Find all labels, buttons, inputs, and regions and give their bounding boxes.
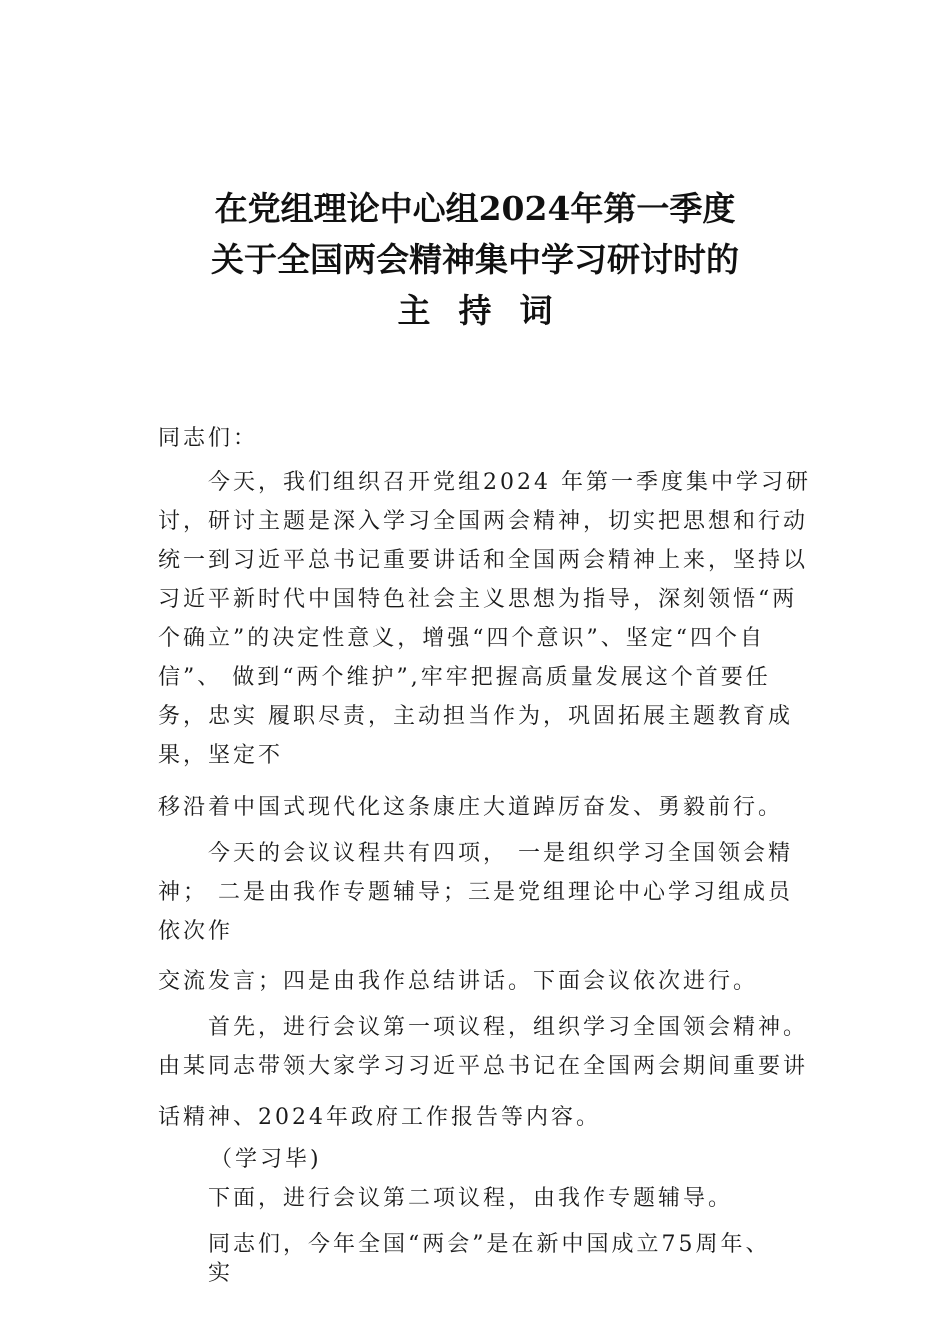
document-title-line-3: 主持词 xyxy=(397,291,581,330)
body-line: 神； 二是由我作专题辅导；三是党组理论中心学习组成员 xyxy=(158,880,793,905)
body-line: 实 xyxy=(208,1261,234,1286)
body-line: 信”、 做到“两个维护”,牢牢把握高质量发展这个首要任 xyxy=(158,665,771,690)
body-line: 今天的会议议程共有四项， 一是组织学习全国领会精 xyxy=(208,841,793,866)
body-line: 讨，研讨主题是深入学习全国两会精神，切实把思想和行动 xyxy=(158,509,809,534)
body-line: 交流发言；四是由我作总结讲话。下面会议依次进行。 xyxy=(158,969,759,994)
body-line: 首先，进行会议第一项议程，组织学习全国领会精神。 xyxy=(208,1015,809,1040)
body-line: 由某同志带领大家学习习近平总书记在全国两会期间重要讲 xyxy=(158,1054,809,1079)
body-line: 同志们，今年全国“两会”是在新中国成立75周年、 xyxy=(208,1232,771,1257)
document-title-line-1: 在党组理论中心组2024年第一季度 xyxy=(214,189,736,228)
salutation: 同志们： xyxy=(158,426,259,451)
body-line: 习近平新时代中国特色社会主义思想为指导，深刻领悟“两 xyxy=(158,587,798,612)
body-line: 果，坚定不 xyxy=(158,743,284,768)
body-line: 话精神、2024年政府工作报告等内容。 xyxy=(158,1105,601,1130)
body-line: 今天，我们组织召开党组2024 年第一季度集中学习研 xyxy=(208,470,811,495)
body-line: （学习毕) xyxy=(210,1147,322,1172)
body-line: 下面，进行会议第二项议程，由我作专题辅导。 xyxy=(208,1186,734,1211)
body-line: 移沿着中国式现代化这条康庄大道踔厉奋发、勇毅前行。 xyxy=(158,795,784,820)
body-line: 个确立”的决定性意义，增强“四个意识”、坚定“四个自 xyxy=(158,626,765,651)
document-title-line-2: 关于全国两会精神集中学习研讨时的 xyxy=(211,240,739,279)
body-line: 依次作 xyxy=(158,919,234,944)
body-line: 统一到习近平总书记重要讲话和全国两会精神上来，坚持以 xyxy=(158,548,809,573)
body-line: 务，忠实 履职尽责，主动担当作为，巩固拓展主题教育成 xyxy=(158,704,793,729)
